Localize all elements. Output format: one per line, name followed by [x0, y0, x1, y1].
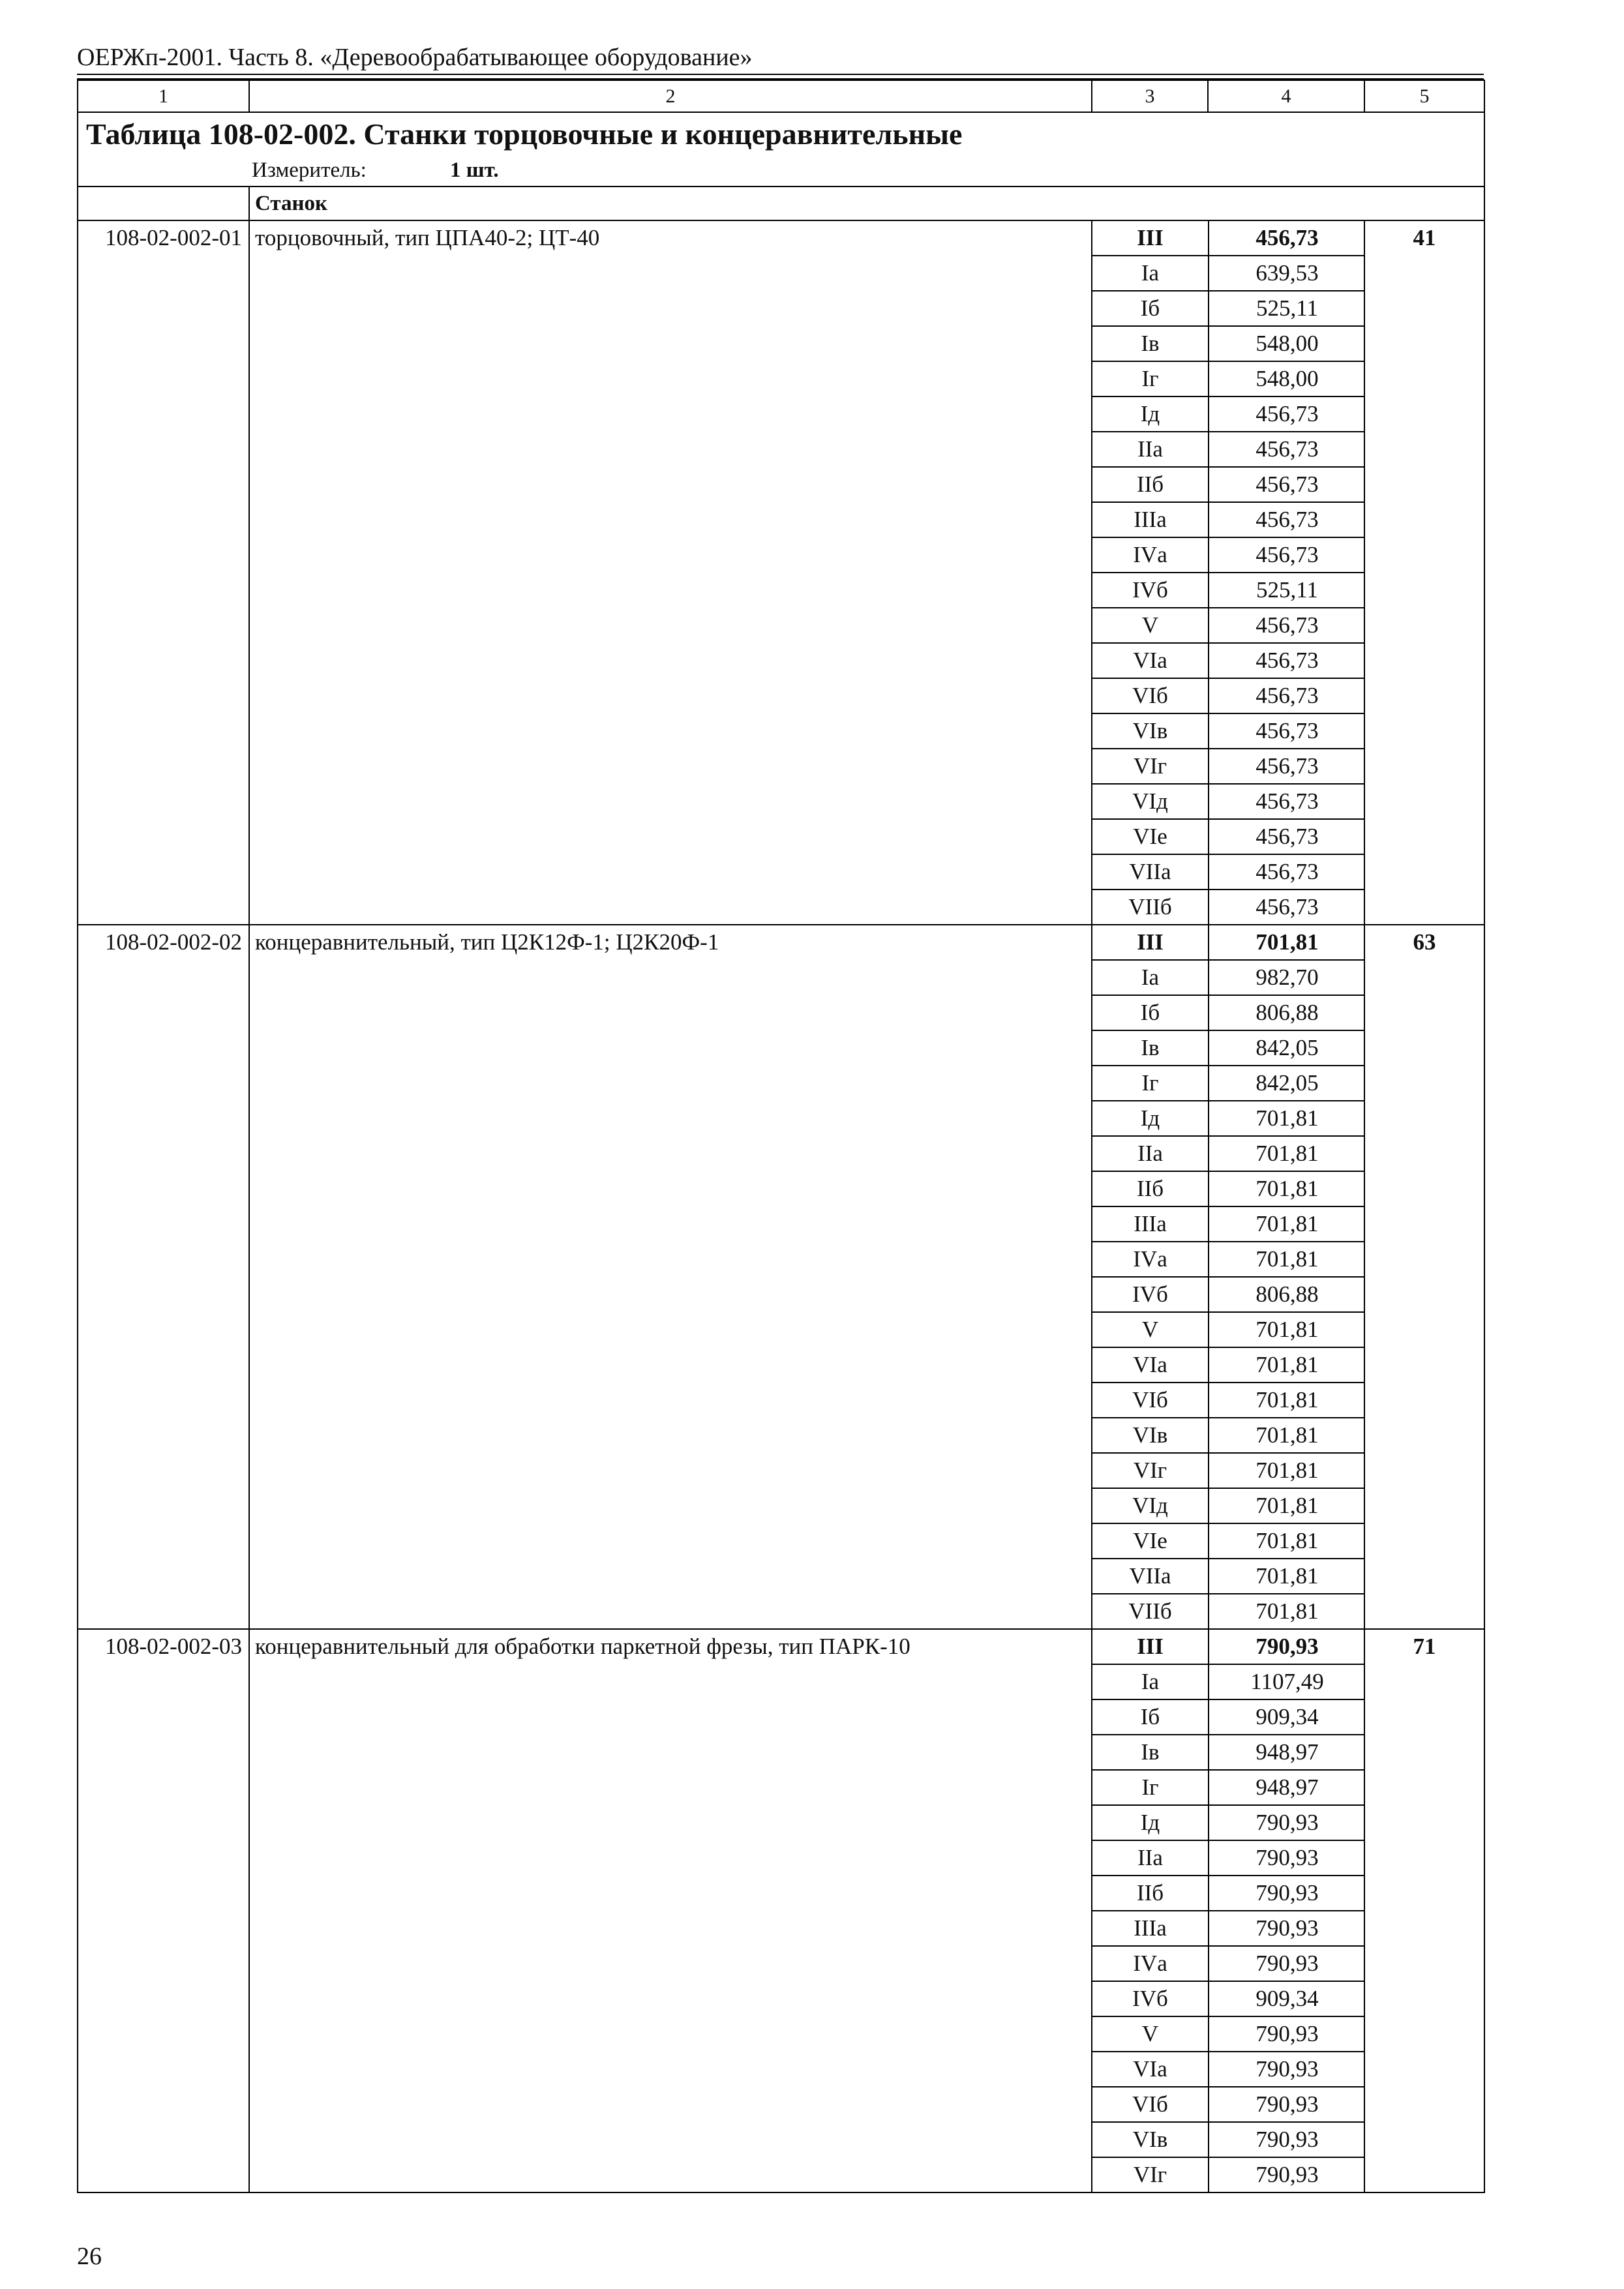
zone-price: 639,53 — [1209, 256, 1365, 291]
zone-code: Iг — [1092, 1066, 1209, 1101]
item-code: 108-02-002-02 — [78, 925, 249, 1629]
zone-row — [1092, 432, 1365, 467]
zone-row — [1092, 1418, 1365, 1453]
zone-row — [1092, 502, 1365, 537]
zone-row — [1092, 1206, 1365, 1242]
zone-code: IVа — [1092, 1946, 1209, 1981]
zone-price: 982,70 — [1209, 960, 1365, 995]
table-title: Таблица 108-02-002. Станки торцовочные и концеравнительные — [86, 117, 963, 151]
zone-price-cell — [1092, 1629, 1364, 2192]
zone-row — [1092, 1911, 1365, 1946]
zone-price: 701,81 — [1209, 1523, 1365, 1559]
zone-row — [1092, 1630, 1365, 1664]
zone-row — [1092, 361, 1365, 396]
zone-code: IVа — [1092, 537, 1209, 573]
zone-row — [1092, 1242, 1365, 1277]
zone-code: IIа — [1092, 1136, 1209, 1171]
zone-code: VIд — [1092, 1488, 1209, 1523]
zone-row — [1092, 925, 1365, 960]
zone-row — [1092, 2157, 1365, 2192]
zone-price: 701,81 — [1209, 1171, 1365, 1206]
zone-row — [1092, 537, 1365, 573]
zone-code: Iб — [1092, 1699, 1209, 1735]
column-number: 1 — [78, 80, 249, 112]
zone-code: IVб — [1092, 1277, 1209, 1312]
zone-code: IIб — [1092, 1876, 1209, 1911]
measure-line — [78, 156, 1484, 186]
zone-code: VIб — [1092, 1383, 1209, 1418]
zone-price: 701,81 — [1256, 1598, 1319, 1624]
zone-code: Iг — [1092, 1770, 1209, 1805]
zone-price: 790,93 — [1209, 1911, 1365, 1946]
zone-price: 790,93 — [1209, 1805, 1365, 1840]
zone-code: IVб — [1092, 1981, 1209, 2016]
zone-price: 948,97 — [1209, 1735, 1365, 1770]
zone-price: 790,93 — [1209, 2052, 1365, 2087]
zone-price: 456,73 — [1209, 467, 1365, 502]
table-row — [78, 1629, 1484, 2192]
zone-price: 525,11 — [1209, 573, 1365, 608]
zone-price: 456,73 — [1209, 537, 1365, 573]
zone-row — [1092, 467, 1365, 502]
zone-row — [1092, 784, 1365, 819]
zone-code: V — [1092, 1312, 1209, 1347]
zone-price: 701,81 — [1209, 1488, 1365, 1523]
zone-row — [1092, 1453, 1365, 1488]
zone-row — [1092, 890, 1365, 924]
zone-code: III — [1092, 1630, 1209, 1664]
zone-code: Iб — [1092, 995, 1209, 1030]
zone-price: 548,00 — [1209, 326, 1365, 361]
zone-row — [1092, 1594, 1365, 1628]
zone-code: Iв — [1092, 326, 1209, 361]
zone-row — [1092, 1312, 1365, 1347]
zone-price: 456,73 — [1256, 894, 1319, 920]
zone-price: 701,81 — [1209, 1347, 1365, 1383]
zone-row — [1092, 1840, 1365, 1876]
zone-price: 701,81 — [1209, 1136, 1365, 1171]
zone-price: 456,73 — [1209, 713, 1365, 749]
zone-row — [1092, 1981, 1365, 2016]
table-row — [78, 925, 1484, 1629]
zone-row — [1092, 1523, 1365, 1559]
zone-price: 842,05 — [1209, 1066, 1365, 1101]
zone-price: 456,73 — [1209, 221, 1365, 256]
zone-code: Iв — [1092, 1735, 1209, 1770]
zone-row — [1092, 1383, 1365, 1418]
zone-price: 701,81 — [1209, 1418, 1365, 1453]
zone-code: IIб — [1092, 1171, 1209, 1206]
zone-price-table — [1092, 1630, 1365, 2192]
zone-row — [1092, 1664, 1365, 1699]
zone-price: 548,00 — [1209, 361, 1365, 396]
zone-price: 701,81 — [1209, 1206, 1365, 1242]
zone-price: 790,93 — [1209, 1840, 1365, 1876]
zone-code: VIв — [1092, 713, 1209, 749]
zone-row — [1092, 749, 1365, 784]
zone-code: Iа — [1092, 256, 1209, 291]
zone-price: 456,73 — [1209, 396, 1365, 432]
column-number: 2 — [249, 80, 1092, 112]
zone-price: 456,73 — [1209, 784, 1365, 819]
zone-row — [1092, 326, 1365, 361]
zone-price: 909,34 — [1209, 1981, 1365, 2016]
zone-row — [1092, 2122, 1365, 2157]
zone-price-table — [1092, 221, 1365, 924]
header-rule — [77, 74, 1484, 75]
zone-row — [1092, 1101, 1365, 1136]
document-header: ОЕРЖп-2001. Часть 8. «Деревообрабатывающее оборудование» — [77, 44, 753, 71]
zone-code: Iд — [1092, 1101, 1209, 1136]
zone-row — [1092, 1066, 1365, 1101]
zone-price: 456,73 — [1209, 502, 1365, 537]
zone-row — [1092, 1559, 1365, 1594]
zone-row — [1092, 960, 1365, 995]
item-description: концеравнительный для обработки паркетной фрезы, тип ПАРК-10 — [249, 1629, 1092, 2192]
zone-code: Iб — [1092, 291, 1209, 326]
column-number: 4 — [1208, 80, 1364, 112]
zone-price: 790,93 — [1209, 2016, 1365, 2052]
zone-code: Iа — [1092, 1664, 1209, 1699]
zone-row — [1092, 1805, 1365, 1840]
zone-price: 456,73 — [1209, 819, 1365, 854]
zone-price: 790,93 — [1209, 1946, 1365, 1981]
zone-code: VIг — [1092, 2157, 1209, 2192]
zone-code: Iд — [1092, 1805, 1209, 1840]
zone-code: IIб — [1092, 467, 1209, 502]
section-row — [78, 187, 1484, 220]
zone-code: IVа — [1092, 1242, 1209, 1277]
zone-price: 456,73 — [1209, 608, 1365, 643]
zone-price: 790,93 — [1209, 2087, 1365, 2122]
zone-row — [1092, 2052, 1365, 2087]
zone-row — [1092, 1030, 1365, 1066]
zone-price: 456,73 — [1209, 749, 1365, 784]
section-label: Станок — [249, 187, 1484, 220]
zone-row — [1092, 2016, 1365, 2052]
zone-code: VIа — [1092, 2052, 1209, 2087]
zone-code: VIа — [1092, 643, 1209, 678]
zone-price: 1107,49 — [1209, 1664, 1365, 1699]
zone-row — [1092, 854, 1365, 890]
zone-row — [1092, 256, 1365, 291]
zone-price: 456,73 — [1209, 678, 1365, 713]
zone-price: 701,81 — [1209, 1383, 1365, 1418]
column-number: 5 — [1364, 80, 1484, 112]
zone-row — [1092, 1347, 1365, 1383]
zone-row — [1092, 608, 1365, 643]
page-number: 26 — [77, 2243, 102, 2270]
zone-code: VIб — [1092, 678, 1209, 713]
column-number-row — [78, 80, 1484, 112]
zone-code: VIIб — [1092, 1594, 1209, 1628]
zone-code: Iд — [1092, 396, 1209, 432]
measure-value: 1 шт. — [450, 158, 499, 182]
item-code: 108-02-002-01 — [78, 220, 249, 925]
item-description: концеравнительный, тип Ц2К12Ф-1; Ц2К20Ф-1 — [249, 925, 1092, 1629]
zone-row — [1092, 1770, 1365, 1805]
zone-code: IIа — [1092, 1840, 1209, 1876]
zone-row — [1092, 643, 1365, 678]
zone-price: 790,93 — [1209, 1630, 1365, 1664]
zone-price: 806,88 — [1209, 995, 1365, 1030]
zone-code: IVб — [1092, 573, 1209, 608]
zone-price: 456,73 — [1209, 432, 1365, 467]
zone-code: Iг — [1092, 361, 1209, 396]
zone-row — [1092, 678, 1365, 713]
zone-code: VIд — [1092, 784, 1209, 819]
zone-code: V — [1092, 2016, 1209, 2052]
zone-price: 842,05 — [1209, 1030, 1365, 1066]
zone-row — [1092, 1699, 1365, 1735]
zone-code: IIа — [1092, 432, 1209, 467]
zone-code: V — [1092, 608, 1209, 643]
zone-code: VIв — [1092, 1418, 1209, 1453]
zone-price: 790,93 — [1209, 2122, 1365, 2157]
zone-price: 701,81 — [1209, 1559, 1365, 1594]
zone-code: VIг — [1092, 749, 1209, 784]
zone-row — [1092, 1488, 1365, 1523]
zone-row — [1092, 221, 1365, 256]
title-cell — [78, 112, 1484, 187]
item-rate: 63 — [1364, 925, 1484, 1629]
zone-price: 701,81 — [1209, 925, 1365, 960]
zone-price: 790,93 — [1209, 1876, 1365, 1911]
zone-code: IIIа — [1092, 1206, 1209, 1242]
zone-code: Iв — [1092, 1030, 1209, 1066]
zone-price-cell — [1092, 220, 1364, 925]
zone-code: VIв — [1092, 2122, 1209, 2157]
zone-price: 806,88 — [1209, 1277, 1365, 1312]
zone-price: 701,81 — [1209, 1312, 1365, 1347]
zone-price: 701,81 — [1209, 1101, 1365, 1136]
zone-code: VIIб — [1092, 890, 1209, 924]
zone-code: III — [1092, 221, 1209, 256]
zone-row — [1092, 1946, 1365, 1981]
zone-row — [1092, 1171, 1365, 1206]
item-rate: 41 — [1364, 220, 1484, 925]
rates-table — [77, 80, 1485, 2193]
title-row — [78, 112, 1484, 187]
zone-code: VIIа — [1092, 1559, 1209, 1594]
zone-price-table — [1092, 925, 1365, 1628]
zone-price-cell — [1092, 925, 1364, 1629]
zone-code: IIIа — [1092, 1911, 1209, 1946]
zone-row — [1092, 396, 1365, 432]
zone-row — [1092, 1876, 1365, 1911]
zone-code: III — [1092, 925, 1209, 960]
item-code: 108-02-002-03 — [78, 1629, 249, 2192]
zone-price: 456,73 — [1209, 643, 1365, 678]
zone-price: 456,73 — [1209, 854, 1365, 890]
zone-price: 790,93 — [1256, 2162, 1319, 2187]
zone-code: IIIа — [1092, 502, 1209, 537]
zone-row — [1092, 713, 1365, 749]
zone-price: 701,81 — [1209, 1453, 1365, 1488]
zone-row — [1092, 573, 1365, 608]
zone-code: VIе — [1092, 1523, 1209, 1559]
zone-row — [1092, 819, 1365, 854]
item-rate: 71 — [1364, 1629, 1484, 2192]
zone-code: VIб — [1092, 2087, 1209, 2122]
zone-code: VIIа — [1092, 854, 1209, 890]
measure-label: Измеритель: — [252, 158, 367, 182]
column-number: 3 — [1092, 80, 1208, 112]
zone-row — [1092, 1277, 1365, 1312]
zone-price: 909,34 — [1209, 1699, 1365, 1735]
zone-row — [1092, 1735, 1365, 1770]
zone-code: VIе — [1092, 819, 1209, 854]
zone-code: VIа — [1092, 1347, 1209, 1383]
zone-row — [1092, 995, 1365, 1030]
zone-row — [1092, 1136, 1365, 1171]
item-description: торцовочный, тип ЦПА40-2; ЦТ-40 — [249, 220, 1092, 925]
zone-code: VIг — [1092, 1453, 1209, 1488]
zone-row — [1092, 291, 1365, 326]
zone-row — [1092, 2087, 1365, 2122]
zone-code: Iа — [1092, 960, 1209, 995]
zone-price: 525,11 — [1209, 291, 1365, 326]
zone-price: 701,81 — [1209, 1242, 1365, 1277]
zone-price: 948,97 — [1209, 1770, 1365, 1805]
table-row — [78, 220, 1484, 925]
